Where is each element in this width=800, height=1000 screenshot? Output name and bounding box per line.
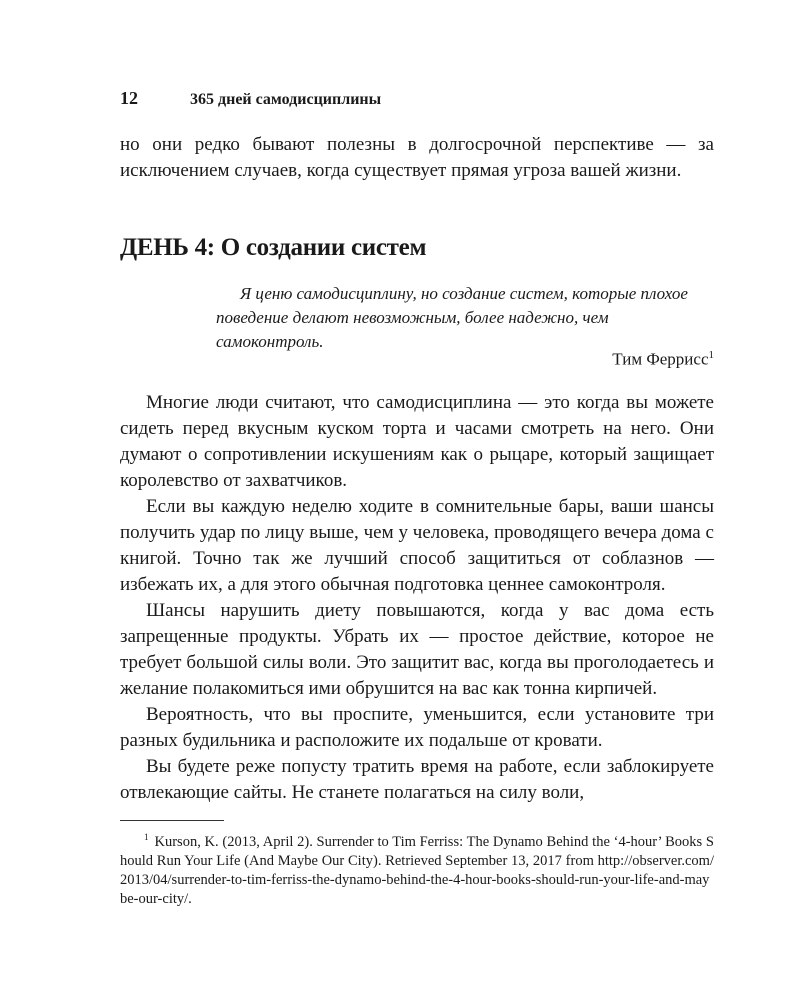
footnote-reference[interactable]: 1	[708, 349, 714, 361]
footnote-divider	[120, 820, 224, 821]
paragraph: Многие люди считают, что самодисциплина — это когда вы можете сидеть перед вкусным куском торта и часами смотреть на него. Они думают о сопротивлении искушениям как о рыцаре, который защищает королевство от захватчиков.	[120, 392, 714, 491]
epigraph	[216, 282, 714, 354]
epigraph-author: Тим Феррисс	[612, 349, 709, 369]
page-number: 12	[120, 88, 138, 108]
epigraph-attribution	[612, 349, 714, 370]
epigraph-quote: Я ценю самодисциплину, но создание систем, которые плохое поведение делают невозможным, более надежно, чем самоконтроль.	[216, 284, 688, 351]
footnote-paragraph	[120, 828, 714, 909]
paragraph: Шансы нарушить диету повышаются, когда у вас дома есть запрещенные продукты. Убрать их — простое действие, которое не требует большой силы воли. Это защитит вас, когда вы проголодаетесь и желание полакомиться ими обрушится на вас как тонна кирпичей.	[120, 600, 714, 699]
continued-text	[120, 132, 714, 184]
footnote-text: Kurson, K. (2013, April 2). Surrender to Tim Ferriss: The Dynamo Behind the ‘4-hour’ Books Should Run Your Life (And Maybe Our City). Retrieved September 13, 2017 from http://observer.com/2013/04/surrender-to-tim-ferriss-the-dynamo-behind-the-4-hour-books-should-run-your-life-and-maybe-our-city/.	[120, 833, 714, 907]
body-text	[120, 390, 714, 806]
continued-paragraph: но они редко бывают полезны в долгосрочной перспективе — за исключением случаев, когда существует прямая угроза вашей жизни.	[120, 134, 714, 181]
footnote	[120, 828, 714, 909]
running-head	[120, 88, 381, 109]
footnote-number: 1	[144, 832, 149, 842]
paragraph: Вероятность, что вы проспите, уменьшится, если установите три разных будильника и расположите их подальше от кровати.	[120, 704, 714, 751]
chapter-title: ДЕНЬ 4: О создании систем	[120, 234, 427, 261]
book-title: 365 дней самодисциплины	[190, 91, 382, 108]
paragraph: Вы будете реже попусту тратить время на работе, если заблокируете отвлекающие сайты. Не станете полагаться на силу воли,	[120, 756, 714, 803]
paragraph: Если вы каждую неделю ходите в сомнительные бары, ваши шансы получить удар по лицу выше, чем у человека, проводящего вечера дома с книгой. Точно так же лучший способ защититься от соблазнов — избежать их, а для этого обычная подготовка ценнее самоконтроля.	[120, 496, 714, 595]
